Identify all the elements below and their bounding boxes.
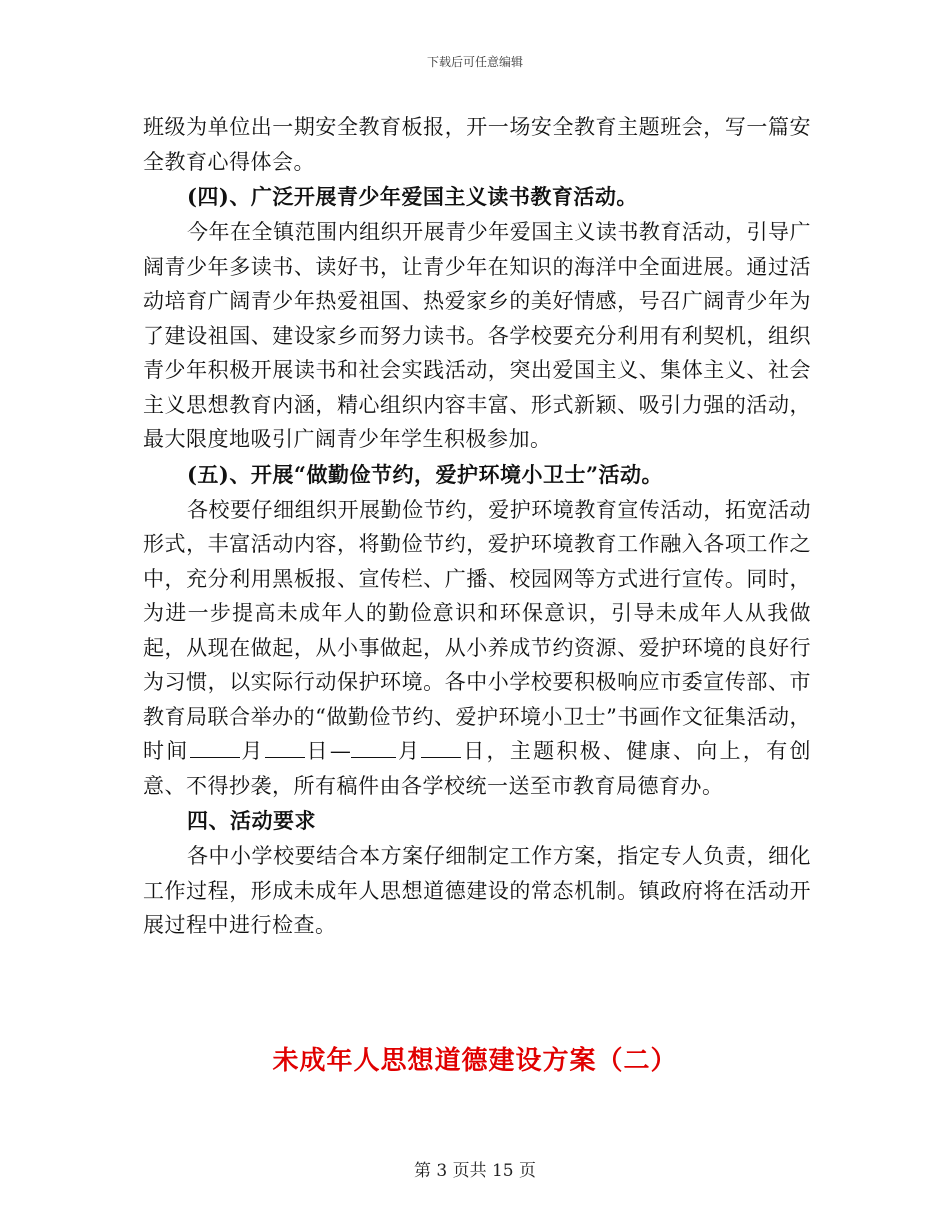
day-label: 日 [461,739,487,763]
day-label: 日— [304,739,352,763]
document-body [143,110,811,943]
paragraph-section-5-tail: ，主题积极、健康、向上，有创意、不得抄袭，所有稿件由各学校统一送至市教育局德育办。 [143,739,812,798]
section-heading-requirements: 四、活动要求 [187,808,316,833]
date-blank [265,735,305,758]
next-section-title: 未成年人思想道德建设方案（二） [272,1046,678,1076]
page-number-footer: 第 3 页共 15 页 [413,1161,537,1181]
date-blank [190,735,240,758]
paragraph-section-5-text: 各校要仔细组织开展勤俭节约，爱护环境教育宣传活动，拓宽活动形式，丰富活动内容，将勤俭节约，爱护环境教育工作融入各项工作之中，充分利用黑板报、宣传栏、广播、校园网等方式进行宣传。同时，为进一步提高未成年人的勤俭意识和环保意识，引导未成年人从我做起，从现在做起，从小事做起，从小养成节约资源、爱护环境的良好行为习惯，以实际行动保护环境。各中小学校要积极响应市委宣传部、市教育局联合举办的“做勤俭节约、爱护环境小卫士”书画作文征集活动，时间 [143,497,811,763]
date-blank [351,735,396,758]
month-label: 月 [239,739,265,763]
month-label: 月 [396,739,422,763]
section-heading-4: (四)、广泛开展青少年爱国主义读书教育活动。 [187,184,638,209]
paragraph-section-4: 今年在全镇范围内组织开展青少年爱国主义读书教育活动，引导广阔青少年多读书、读好书，让青少年在知识的海洋中全面进展。通过活动培育广阔青少年热爱祖国、热爱家乡的美好情感，号召广阔青少年为了建设祖国、建设家乡而努力读书。各学校要充分利用有利契机，组织青少年积极开展读书和社会实践活动，突出爱国主义、集体主义、社会主义思想教育内涵，精心组织内容丰富、形式新颖、吸引力强的活动，最大限度地吸引广阔青少年学生积极参加。 [143,220,811,451]
paragraph-intro: 班级为单位出一期安全教育板报，开一场安全教育主题班会，写一篇安全教育心得体会。 [143,115,811,174]
page-header-note: 下载后可任意编辑 [426,55,523,69]
date-blank [421,735,461,758]
section-heading-5: (五)、开展“做勤俭节约，爱护环境小卫士”活动。 [187,461,664,487]
paragraph-section-5 [143,493,811,804]
paragraph-requirements: 各中小学校要结合本方案仔细制定工作方案，指定专人负责，细化工作过程，形成未成年人思想道德建设的常态机制。镇政府将在活动开展过程中进行检查。 [143,844,811,937]
